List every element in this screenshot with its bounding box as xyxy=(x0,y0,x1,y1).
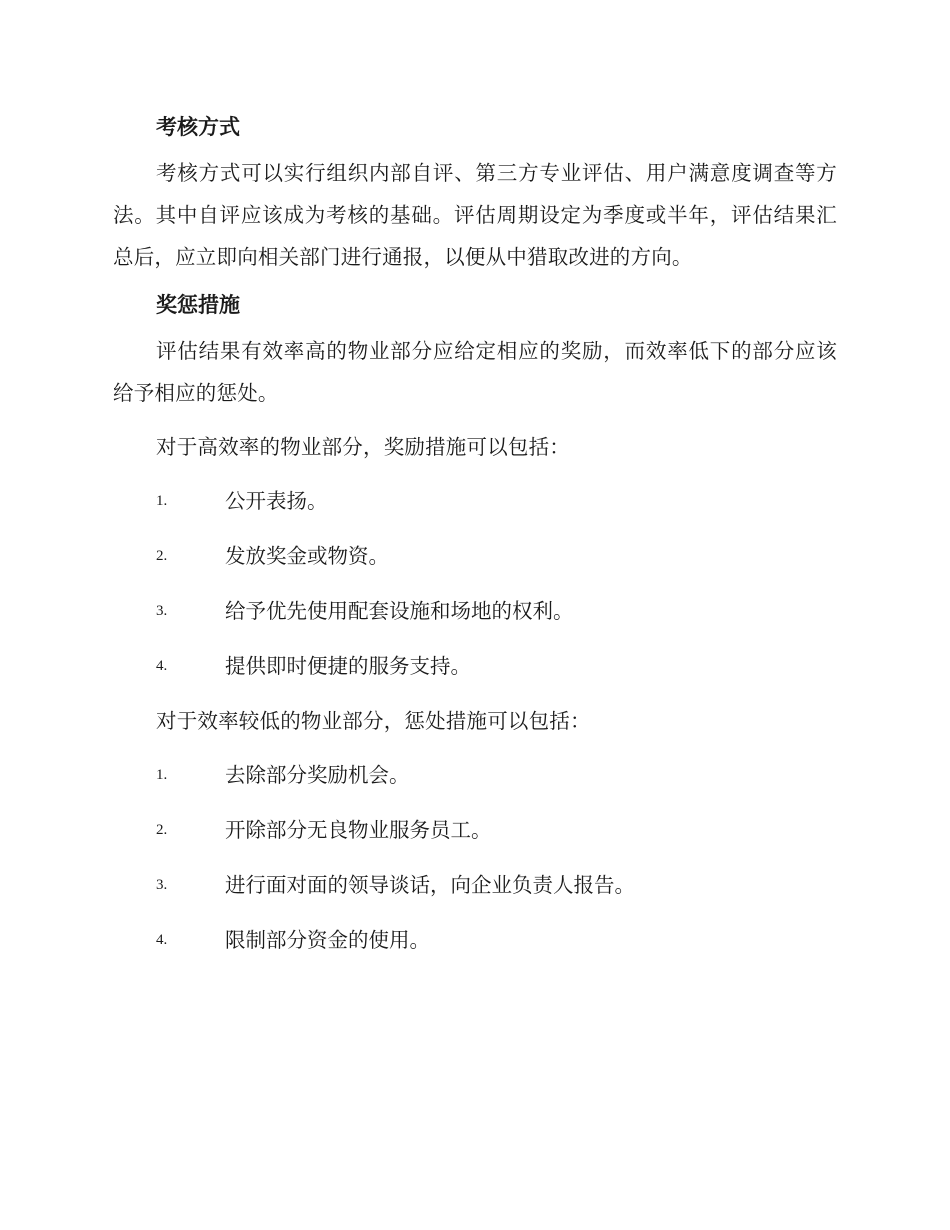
list-item xyxy=(113,645,837,687)
list-number: 2. xyxy=(156,822,168,838)
list-item xyxy=(113,480,837,522)
list-number: 3. xyxy=(156,877,168,893)
list-text: 发放奖金或物资。 xyxy=(225,544,389,568)
paragraph-rewards: 评估结果有效率高的物业部分应给定相应的奖励，而效率低下的部分应该给予相应的惩处。 xyxy=(113,339,837,405)
list-item xyxy=(113,590,837,632)
reward-intro: 对于高效率的物业部分，奖励措施可以包括： xyxy=(156,435,570,459)
list-number: 4. xyxy=(156,658,168,674)
list-item xyxy=(113,535,837,577)
list-number: 1. xyxy=(156,493,168,509)
paragraph-assessment: 考核方式可以实行组织内部自评、第三方专业评估、用户满意度调查等方法。其中自评应该成为考核的基础。评估周期设定为季度或半年，评估结果汇总后，应立即向相关部门进行通报，以便从中猎取改进的方向。 xyxy=(113,161,837,269)
list-item xyxy=(113,809,837,851)
list-item xyxy=(113,919,837,961)
list-text: 给予优先使用配套设施和场地的权利。 xyxy=(225,599,574,623)
list-text: 去除部分奖励机会。 xyxy=(225,763,410,787)
section-heading-rewards: 奖惩措施 xyxy=(156,293,240,317)
list-text: 提供即时便捷的服务支持。 xyxy=(225,654,471,678)
list-text: 公开表扬。 xyxy=(225,489,328,513)
list-number: 2. xyxy=(156,548,168,564)
list-item xyxy=(113,864,837,906)
list-item xyxy=(113,754,837,796)
reward-list xyxy=(113,480,837,687)
list-number: 3. xyxy=(156,603,168,619)
penalty-intro: 对于效率较低的物业部分，惩处措施可以包括： xyxy=(156,709,591,733)
penalty-list xyxy=(113,754,837,961)
list-number: 1. xyxy=(156,767,168,783)
list-text: 开除部分无良物业服务员工。 xyxy=(225,818,492,842)
list-number: 4. xyxy=(156,932,168,948)
list-text: 进行面对面的领导谈话，向企业负责人报告。 xyxy=(225,873,635,897)
document-page xyxy=(113,100,837,974)
section-heading-assessment: 考核方式 xyxy=(156,115,240,139)
list-text: 限制部分资金的使用。 xyxy=(225,928,430,952)
